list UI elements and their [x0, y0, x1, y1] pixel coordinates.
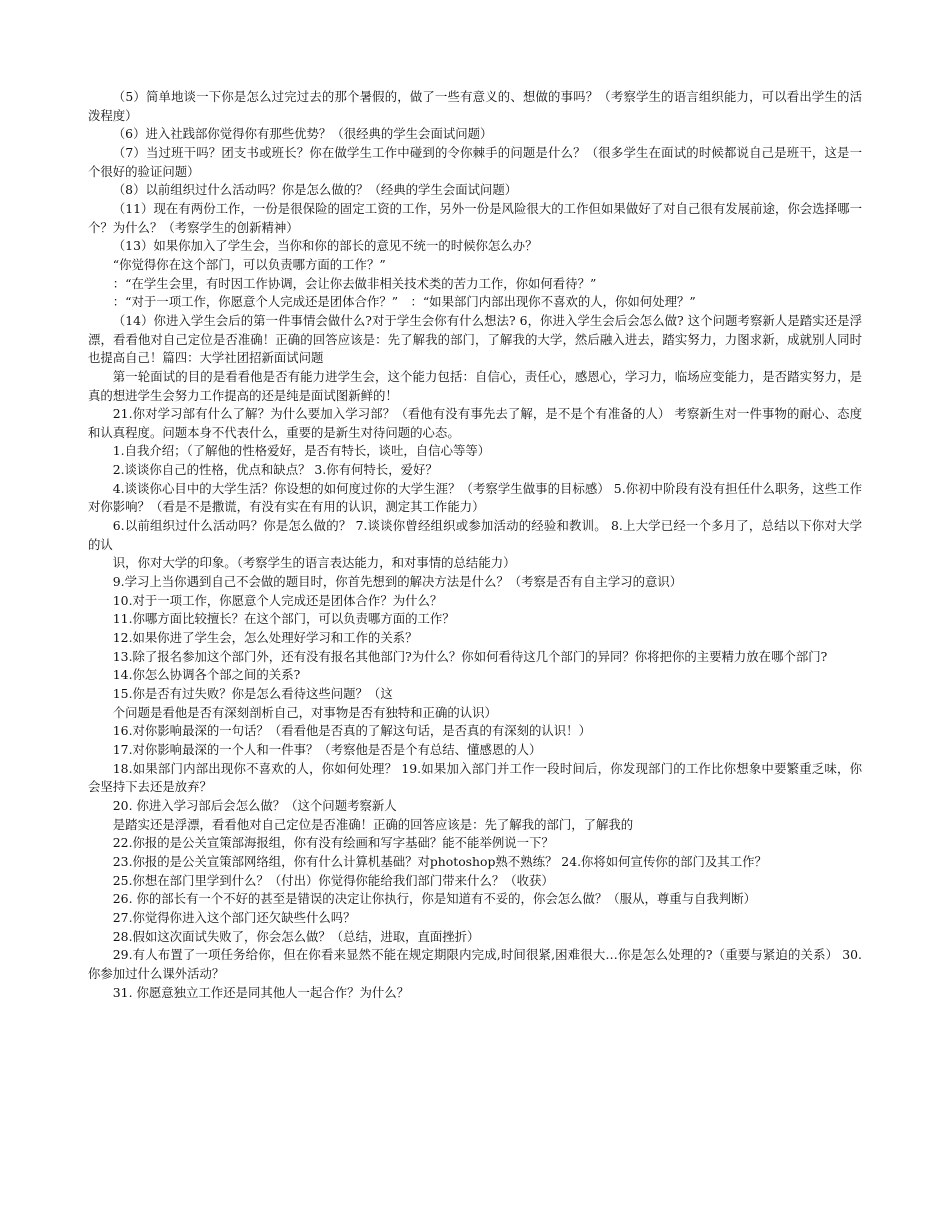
paragraph: 11.你哪方面比较擅长？在这个部门，可以负责哪方面的工作？ [112, 611, 455, 627]
paragraph: （6）进入社践部你觉得你有那些优势？（很经典的学生会面试问题） [112, 126, 493, 142]
paragraph: 4.谈谈你心目中的大学生活？你设想的如何度过你的大学生涯？（考察学生做事的目标感） 5.你初中阶段有没有担任什么职务，这些工作对你影响？（看是不是撒谎，有没有实在有用的认识，测定其工作能力） [88, 480, 862, 515]
paragraph: （13）如果你加入了学生会，当你和你的部长的意见不统一的时候你怎么办？ [112, 238, 538, 254]
paragraph: 13.除了报名参加这个部门外，还有没有报名其他部门?为什么？你如何看待这几个部门的异同？你将把你的主要精力放在哪个部门? [112, 648, 828, 664]
paragraph: 识，你对大学的印象。（考察学生的语言表达能力，和对事情的总结能力） [112, 555, 516, 571]
document-page [88, 88, 862, 1002]
paragraph: 6.以前组织过什么活动吗？你是怎么做的？ 7.谈谈你曾经组织或参加活动的经验和教训。 8.上大学已经一个多月了，总结以下你对大学的认 [88, 518, 862, 552]
paragraph: 27.你觉得你进入这个部门还欠缺些什么吗？ [112, 909, 356, 925]
paragraph: 14.你怎么协调各个部之间的关系? [112, 667, 301, 683]
paragraph: 25.你想在部门里学到什么？（付出）你觉得你能给我们部门带来什么？（收获） [112, 872, 554, 888]
paragraph: （7）当过班干吗？团支书或班长？你在做学生工作中碰到的令你棘手的问题是什么？（很多学生在面试的时候都说自己是班干，这是一个很好的验证问题） [88, 144, 862, 179]
paragraph: 15.你是否有过失败？你是怎么看待这些问题？（这 [112, 686, 393, 701]
paragraph: 12.如果你进了学生会，怎么处理好学习和工作的关系？ [112, 630, 418, 646]
paragraph: ：“对于一项工作，你愿意个人完成还是团体合作？” ：“如果部门内部出现你不喜欢的人，你如何处理？” [112, 294, 696, 310]
paragraph: 26. 你的部长有一个不好的甚至是错误的决定让你执行，你是知道有不妥的，你会怎么做？（服从，尊重与自我判断） [112, 891, 756, 907]
paragraph: （11）现在有两份工作，一份是很保险的固定工资的工作，另外一份是风险很大的工作但如果做好了对自己很有发展前途，你会选择哪一个？为什么？（考察学生的创新精神） [88, 200, 862, 235]
paragraph: （5）简单地谈一下你是怎么过完过去的那个暑假的，做了一些有意义的、想做的事吗？（考察学生的语言组织能力，可以看出学生的活泼程度） [88, 89, 862, 123]
paragraph: （8）以前组织过什么活动吗？你是怎么做的？（经典的学生会面试问题） [112, 182, 518, 198]
paragraph: 31. 你愿意独立工作还是同其他人一起合作？为什么？ [112, 984, 410, 1000]
paragraph: 18.如果部门内部出现你不喜欢的人，你如何处理？ 19.如果加入部门并工作一段时间后，你发现部门的工作比你想象中要繁重乏味，你会坚持下去还是放弃？ [88, 760, 862, 795]
paragraph: 29.有人布置了一项任务给你，但在你看来显然不能在规定期限内完成,时间很紧,困难很大…你是怎么处理的?（重要与紧迫的关系） 30. 你参加过什么课外活动？ [88, 947, 862, 981]
paragraph: 个问题是看他是否有深刻剖析自己，对事物是否有独特和正确的认识） [112, 704, 497, 720]
paragraph: 22.你报的是公关宣策部海报组，你有没有绘画和写字基础？能不能举例说一下？ [112, 835, 554, 851]
paragraph: ：“在学生会里，有时因工作协调，会让你去做非相关技术类的苦力工作，你如何看待？” [112, 275, 597, 291]
paragraph: 第一轮面试的目的是看看他是否有能力进学生会，这个能力包括：自信心，责任心，感恩心，学习力，临场应变能力，是否踏实努力，是真的想进学生会努力工作提高的还是纯是面试图新鲜的！ [88, 368, 862, 403]
paragraph: 20. 你进入学习部后会怎么做？（这个问题考察新人 [112, 797, 397, 813]
paragraph: 16.对你影响最深的一句话？（看看他是否真的了解这句话，是否真的有深刻的认识！） [112, 723, 591, 739]
paragraph: 是踏实还是浮漂，看看他对自己定位是否准确！正确的回答应该是：先了解我的部门，了解我的 [112, 816, 634, 832]
paragraph: 23.你报的是公关宣策部网络组，你有什么计算机基础？对photoshop熟不熟练？ 24.你将如何宣传你的部门及其工作？ [112, 853, 767, 869]
paragraph: （14）你进入学生会后的第一件事情会做什么?对于学生会你有什么想法? 6，你进入学生会后会怎么做? 这个问题考察新人是踏实还是浮漂，看看他对自己定位是否准确！正确的回答应该是：先了解我的部门，了解我的大学，然后融入进去，踏实努力，力图求新，成就别人同时也提高自己！篇四：大学社团招新面试问题 [88, 312, 862, 366]
paragraph: 28.假如这次面试失败了，你会怎么做？（总结，进取，直面挫折） [112, 928, 480, 944]
paragraph: 21.你对学习部有什么了解？为什么要加入学习部？（看他有没有事先去了解，是不是个有准备的人） 考察新生对一件事物的耐心、态度和认真程度。问题本身不代表什么，重要的是新生对待问题的心态。 [88, 406, 862, 440]
paragraph: 10.对于一项工作，你愿意个人完成还是团体合作？为什么？ [112, 592, 443, 608]
paragraph: “你觉得你在这个部门，可以负责哪方面的工作？” [112, 256, 386, 272]
paragraph: 2.谈谈你自己的性格，优点和缺点？ 3.你有何特长，爱好？ [112, 462, 438, 478]
paragraph: 9.学习上当你遇到自己不会做的题目时，你首先想到的解决方法是什么？（考察是否有自主学习的意识） [112, 574, 683, 590]
paragraph: 1.自我介绍；（了解他的性格爱好，是否有特长，谈吐，自信心等等） [112, 443, 491, 459]
paragraph: 17.对你影响最深的一个人和一件事？（考察他是否是个有总结、懂感恩的人） [112, 741, 542, 757]
